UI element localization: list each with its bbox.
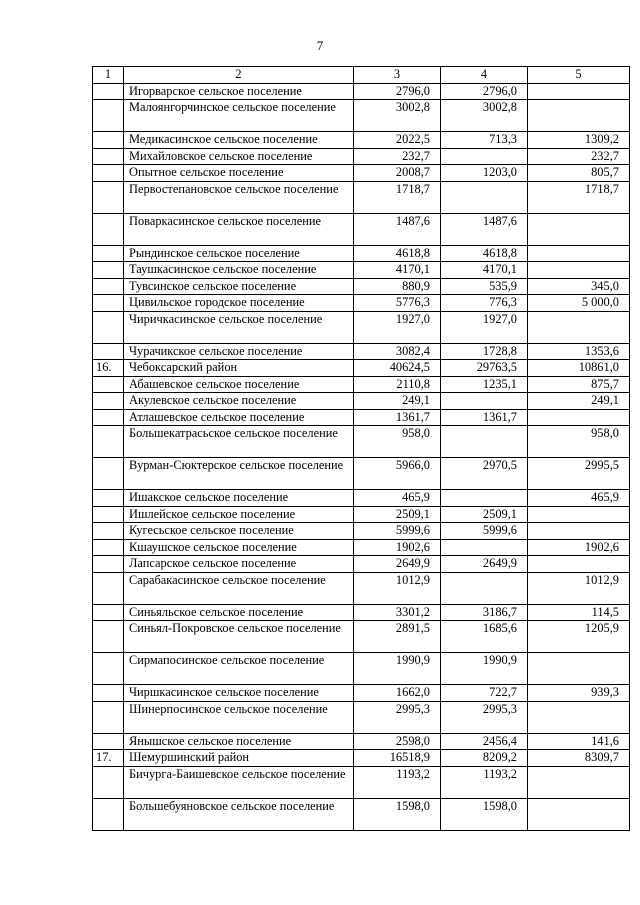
row-name: Большебуяновское сельское поселение <box>124 798 354 830</box>
row-number <box>93 409 124 426</box>
row-name: Янышское сельское поселение <box>124 733 354 750</box>
row-value-col5: 8309,7 <box>528 750 630 767</box>
row-name: Атлашевское сельское поселение <box>124 409 354 426</box>
row-value-col5: 1205,9 <box>528 621 630 653</box>
table-row <box>93 733 630 750</box>
table-row <box>93 262 630 279</box>
row-value-col3: 1361,7 <box>354 409 441 426</box>
row-value-col4 <box>441 393 528 410</box>
row-name: Чурачикское сельское поселение <box>124 343 354 360</box>
row-value-col5 <box>528 798 630 830</box>
row-name: Цивильское городское поселение <box>124 295 354 312</box>
row-value-col4: 2456,4 <box>441 733 528 750</box>
row-number <box>93 393 124 410</box>
row-value-col4: 2509,1 <box>441 506 528 523</box>
row-value-col5 <box>528 83 630 100</box>
row-value-col4: 2796,0 <box>441 83 528 100</box>
table-row <box>93 490 630 507</box>
table-row <box>93 458 630 490</box>
row-name: Малоянгорчинское сельское поселение <box>124 100 354 132</box>
row-value-col5 <box>528 213 630 245</box>
row-number <box>93 798 124 830</box>
row-value-col5 <box>528 506 630 523</box>
header-col-2: 2 <box>124 67 354 84</box>
row-name: Первостепановское сельское поселение <box>124 181 354 213</box>
row-number <box>93 165 124 182</box>
table-row <box>93 245 630 262</box>
row-value-col3: 40624,5 <box>354 360 441 377</box>
row-name: Шинерпосинское сельское поселение <box>124 701 354 733</box>
row-number <box>93 539 124 556</box>
row-name: Шемуршинский район <box>124 750 354 767</box>
row-value-col4 <box>441 426 528 458</box>
row-name: Кшаушское сельское поселение <box>124 539 354 556</box>
row-value-col3: 1902,6 <box>354 539 441 556</box>
row-value-col5: 114,5 <box>528 604 630 621</box>
table-row <box>93 701 630 733</box>
row-name: Игорварское сельское поселение <box>124 83 354 100</box>
table-row <box>93 621 630 653</box>
row-value-col4: 1685,6 <box>441 621 528 653</box>
row-value-col4: 2649,9 <box>441 556 528 573</box>
table-row <box>93 83 630 100</box>
row-value-col4: 776,3 <box>441 295 528 312</box>
row-value-col3: 16518,9 <box>354 750 441 767</box>
row-value-col5: 1309,2 <box>528 132 630 149</box>
row-number <box>93 278 124 295</box>
table-row <box>93 100 630 132</box>
row-value-col3: 465,9 <box>354 490 441 507</box>
row-value-col5: 1353,6 <box>528 343 630 360</box>
row-value-col4: 2970,5 <box>441 458 528 490</box>
row-number <box>93 148 124 165</box>
table-row <box>93 539 630 556</box>
row-value-col5 <box>528 245 630 262</box>
row-value-col3: 2649,9 <box>354 556 441 573</box>
row-value-col4: 1598,0 <box>441 798 528 830</box>
budget-table <box>92 66 630 831</box>
row-value-col4: 1193,2 <box>441 766 528 798</box>
row-value-col3: 2022,5 <box>354 132 441 149</box>
row-value-col5: 1718,7 <box>528 181 630 213</box>
row-number <box>93 100 124 132</box>
table-row <box>93 523 630 540</box>
row-name: Опытное сельское поселение <box>124 165 354 182</box>
row-name: Кугесьское сельское поселение <box>124 523 354 540</box>
page-number: 7 <box>316 38 324 53</box>
row-value-col4: 1487,6 <box>441 213 528 245</box>
row-name: Абашевское сельское поселение <box>124 376 354 393</box>
row-value-col4: 29763,5 <box>441 360 528 377</box>
row-number <box>93 458 124 490</box>
row-name: Синьяльское сельское поселение <box>124 604 354 621</box>
row-name: Вурман-Сюктерское сельское поселение <box>124 458 354 490</box>
row-number <box>93 572 124 604</box>
row-number <box>93 766 124 798</box>
row-value-col4: 713,3 <box>441 132 528 149</box>
row-value-col5: 141,6 <box>528 733 630 750</box>
row-value-col3: 2110,8 <box>354 376 441 393</box>
row-value-col5: 1012,9 <box>528 572 630 604</box>
row-value-col4: 5999,6 <box>441 523 528 540</box>
row-value-col4: 1927,0 <box>441 311 528 343</box>
row-number <box>93 295 124 312</box>
row-number <box>93 685 124 702</box>
row-value-col3: 1990,9 <box>354 653 441 685</box>
row-name: Ишакское сельское поселение <box>124 490 354 507</box>
row-value-col3: 2598,0 <box>354 733 441 750</box>
table-row <box>93 278 630 295</box>
row-value-col5: 958,0 <box>528 426 630 458</box>
row-number <box>93 523 124 540</box>
header-col-5: 5 <box>528 67 630 84</box>
row-name: Большекатрасьское сельское поселение <box>124 426 354 458</box>
row-value-col5: 1902,6 <box>528 539 630 556</box>
row-value-col4 <box>441 181 528 213</box>
row-value-col3: 1598,0 <box>354 798 441 830</box>
table-row <box>93 426 630 458</box>
row-value-col3: 5999,6 <box>354 523 441 540</box>
row-name: Рындинское сельское поселение <box>124 245 354 262</box>
table-row <box>93 376 630 393</box>
header-col-1: 1 <box>93 67 124 84</box>
row-value-col3: 1012,9 <box>354 572 441 604</box>
row-value-col3: 4618,8 <box>354 245 441 262</box>
row-number <box>93 506 124 523</box>
row-number <box>93 213 124 245</box>
row-value-col3: 2891,5 <box>354 621 441 653</box>
row-value-col3: 1927,0 <box>354 311 441 343</box>
row-number <box>93 733 124 750</box>
row-value-col4: 722,7 <box>441 685 528 702</box>
row-value-col5 <box>528 653 630 685</box>
row-number: 16. <box>93 360 124 377</box>
row-value-col5 <box>528 523 630 540</box>
row-value-col3: 4170,1 <box>354 262 441 279</box>
row-number <box>93 83 124 100</box>
row-name: Чебоксарский район <box>124 360 354 377</box>
row-value-col3: 5966,0 <box>354 458 441 490</box>
row-value-col4: 3002,8 <box>441 100 528 132</box>
row-value-col4: 3186,7 <box>441 604 528 621</box>
table-row <box>93 393 630 410</box>
row-number <box>93 604 124 621</box>
row-value-col3: 1487,6 <box>354 213 441 245</box>
row-value-col3: 1662,0 <box>354 685 441 702</box>
row-name: Медикасинское сельское поселение <box>124 132 354 149</box>
table-row <box>93 165 630 182</box>
row-number <box>93 490 124 507</box>
row-value-col4: 1728,8 <box>441 343 528 360</box>
row-value-col3: 3082,4 <box>354 343 441 360</box>
row-value-col5: 805,7 <box>528 165 630 182</box>
table-row <box>93 148 630 165</box>
row-value-col5: 249,1 <box>528 393 630 410</box>
row-value-col5 <box>528 556 630 573</box>
row-number <box>93 621 124 653</box>
row-name: Лапсарское сельское поселение <box>124 556 354 573</box>
row-value-col5 <box>528 766 630 798</box>
table-row <box>93 798 630 830</box>
row-number <box>93 132 124 149</box>
row-value-col4: 535,9 <box>441 278 528 295</box>
row-value-col4 <box>441 490 528 507</box>
table-row <box>93 685 630 702</box>
row-number <box>93 262 124 279</box>
row-name: Синьял-Покровское сельское поселение <box>124 621 354 653</box>
row-value-col3: 2995,3 <box>354 701 441 733</box>
row-value-col4 <box>441 148 528 165</box>
row-name: Бичурга-Баишевское сельское поселение <box>124 766 354 798</box>
row-value-col4: 8209,2 <box>441 750 528 767</box>
row-name: Поваркасинское сельское поселение <box>124 213 354 245</box>
table-row <box>93 653 630 685</box>
row-name: Михайловское сельское поселение <box>124 148 354 165</box>
row-value-col5 <box>528 701 630 733</box>
row-value-col3: 1718,7 <box>354 181 441 213</box>
row-value-col5 <box>528 100 630 132</box>
table-row <box>93 766 630 798</box>
row-name: Сарабакасинское сельское поселение <box>124 572 354 604</box>
table-row <box>93 181 630 213</box>
table-row <box>93 360 630 377</box>
row-value-col4: 1235,1 <box>441 376 528 393</box>
row-value-col3: 958,0 <box>354 426 441 458</box>
row-value-col3: 5776,3 <box>354 295 441 312</box>
row-number <box>93 376 124 393</box>
table-row <box>93 750 630 767</box>
row-value-col4: 1990,9 <box>441 653 528 685</box>
row-value-col5: 10861,0 <box>528 360 630 377</box>
row-value-col5: 2995,5 <box>528 458 630 490</box>
row-number <box>93 701 124 733</box>
row-value-col4: 4618,8 <box>441 245 528 262</box>
row-value-col4: 1361,7 <box>441 409 528 426</box>
row-number <box>93 343 124 360</box>
row-value-col3: 2796,0 <box>354 83 441 100</box>
table-header-row <box>93 67 630 84</box>
table-row <box>93 572 630 604</box>
row-value-col4 <box>441 539 528 556</box>
row-value-col5 <box>528 262 630 279</box>
row-name: Ишлейское сельское поселение <box>124 506 354 523</box>
row-value-col5 <box>528 409 630 426</box>
row-value-col5: 232,7 <box>528 148 630 165</box>
row-number <box>93 245 124 262</box>
row-value-col3: 2509,1 <box>354 506 441 523</box>
row-value-col5: 465,9 <box>528 490 630 507</box>
row-value-col3: 232,7 <box>354 148 441 165</box>
row-value-col5 <box>528 311 630 343</box>
row-value-col5: 345,0 <box>528 278 630 295</box>
row-number <box>93 181 124 213</box>
table-row <box>93 295 630 312</box>
row-value-col3: 249,1 <box>354 393 441 410</box>
table-row <box>93 343 630 360</box>
header-col-3: 3 <box>354 67 441 84</box>
row-number <box>93 426 124 458</box>
row-name: Акулевское сельское поселение <box>124 393 354 410</box>
table-row <box>93 132 630 149</box>
row-value-col3: 3002,8 <box>354 100 441 132</box>
table-row <box>93 409 630 426</box>
table-row <box>93 506 630 523</box>
row-value-col5: 5 000,0 <box>528 295 630 312</box>
table-row <box>93 556 630 573</box>
row-name: Чиричкасинское сельское поселение <box>124 311 354 343</box>
row-value-col4: 1203,0 <box>441 165 528 182</box>
row-name: Чиршкасинское сельское поселение <box>124 685 354 702</box>
row-value-col3: 1193,2 <box>354 766 441 798</box>
row-value-col4 <box>441 572 528 604</box>
table-row <box>93 311 630 343</box>
table-row <box>93 213 630 245</box>
row-value-col3: 3301,2 <box>354 604 441 621</box>
row-value-col4: 2995,3 <box>441 701 528 733</box>
row-number <box>93 556 124 573</box>
row-value-col5: 939,3 <box>528 685 630 702</box>
row-number <box>93 653 124 685</box>
row-name: Сирмапосинское сельское поселение <box>124 653 354 685</box>
header-col-4: 4 <box>441 67 528 84</box>
row-name: Таушкасинское сельское поселение <box>124 262 354 279</box>
row-value-col4: 4170,1 <box>441 262 528 279</box>
row-name: Тувсинское сельское поселение <box>124 278 354 295</box>
row-value-col3: 880,9 <box>354 278 441 295</box>
row-value-col3: 2008,7 <box>354 165 441 182</box>
row-number: 17. <box>93 750 124 767</box>
row-value-col5: 875,7 <box>528 376 630 393</box>
table-row <box>93 604 630 621</box>
row-number <box>93 311 124 343</box>
